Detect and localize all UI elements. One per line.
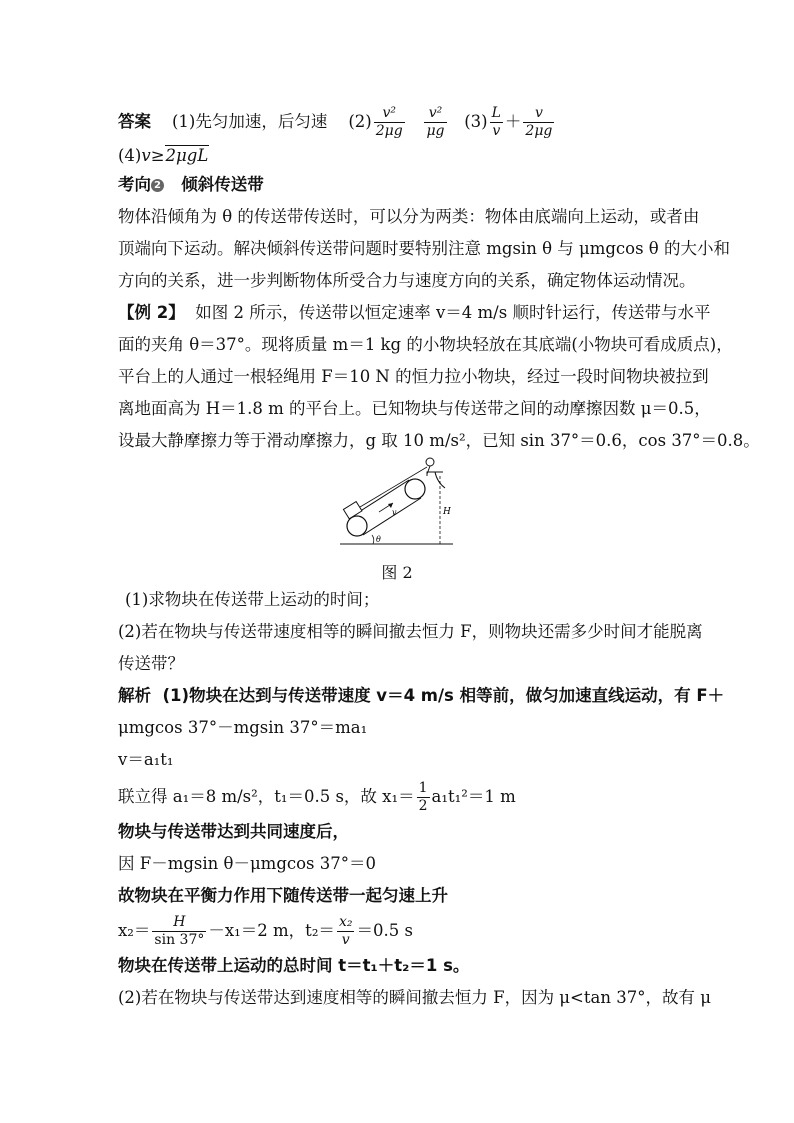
top-pulley [405, 479, 425, 499]
example-label: 【例 2】 [118, 303, 185, 322]
solution-line-1: 解析 (1)物块在达到与传送带速度 v＝4 m/s 相等前，做匀加速直线运动，有 F＋ [118, 686, 725, 705]
figure-caption: 图 2 [381, 563, 413, 582]
intro-line-1: 物体沿倾角为 θ 的传送带传送时，可以分为两类：物体由底端向上运动，或者由 [118, 207, 700, 226]
answer-label: 答案 [118, 112, 151, 131]
example-line-3: 平台上的人通过一根轻绳用 F＝10 N 的恒力拉小物块，经过一段时间物块被拉到 [118, 367, 709, 386]
person-arm [427, 466, 430, 474]
platform [427, 472, 445, 488]
example-line-4: 离地面高为 H＝1.8 m 的平台上。已知物块与传送带之间的动摩擦因数 μ＝0.5， [118, 399, 711, 418]
section-title: 倾斜传送带 [181, 175, 264, 194]
solution-line-4: 联立得 a₁＝8 m/s²，t₁＝0.5 s，故 x₁＝ $\frac{1}{2}$ a₁t₁²＝1 m [118, 780, 516, 814]
section-heading [118, 175, 264, 195]
person-head [426, 458, 434, 466]
fraction-H-over-sin37: $\frac{H}{\sin 37^\circ}$ [154, 914, 205, 948]
theta-arc [372, 535, 374, 544]
figure-label-v: v [392, 508, 397, 517]
solution-line-9: 物块在传送带上运动的总时间 t＝t₁＋t₂＝1 s。 [118, 956, 470, 975]
answer-line: 答案 (1)先匀加速，后匀速 (2) $\frac{\text{v²}}{2\mu g}$ $\frac{\text{v²}}{\mu g}$ (3) $\frac{L}{v}$ ＋ $\frac{v}{2\mu g}$ [118, 105, 553, 139]
section-label: 考向 [118, 175, 151, 194]
solution-line-5: 物块与传送带达到共同速度后， [118, 822, 349, 841]
solution-line-10: (2)若在物块与传送带达到速度相等的瞬间撤去恒力 F，因为 μ<tan 37°，故有 μ [118, 988, 711, 1007]
answer-part2-prefix: (2) [348, 112, 372, 131]
answer-part4: (4)v≥2μgL [118, 146, 209, 165]
conveyor-belt-figure [335, 452, 460, 547]
example-line-5: 设最大静摩擦力等于滑动摩擦力，g 取 10 m/s²，已知 sin 37°＝0.6，cos 37°＝0.8。 [118, 431, 760, 450]
solution-line-8: x₂＝ $\frac{H}{\sin 37^\circ}$ －x₁＝2 m，t₂＝ $\frac{\text{x₂}}{v}$ ＝0.5 s [118, 914, 413, 948]
figure-label-theta: θ [376, 535, 381, 544]
answer-part3-prefix: (3) [464, 112, 488, 131]
question-2-line-2: 传送带？ [118, 654, 184, 673]
number-2-badge-icon: 2 [151, 179, 164, 192]
sqrt-2ugL: 2μgL [165, 146, 209, 165]
fraction-one-half: $\frac{1}{2}$ [418, 780, 428, 814]
intro-line-3: 方向的关系，进一步判断物体所受合力与速度方向的关系，确定物体运动情况。 [118, 271, 696, 290]
fraction-L-over-v: $\frac{L}{v}$ [491, 105, 501, 139]
solution-line-3: v＝a₁t₁ [118, 750, 174, 769]
solution-line-6: 因 F－mgsin θ－μmgcos 37°＝0 [118, 854, 377, 873]
example-line-2: 面的夹角 θ＝37°。现将质量 m＝1 kg 的小物块轻放在其底端(小物块可看成质点)， [118, 335, 733, 354]
fraction-v2-over-2ug: $\frac{\text{v²}}{2\mu g}$ [375, 105, 403, 139]
example-line-1: 【例 2】 如图 2 所示，传送带以恒定速率 v＝4 m/s 顺时针运行，传送带与水平 [118, 303, 711, 322]
question-1: (1)求物块在传送带上运动的时间； [125, 590, 380, 609]
fraction-v2-over-ug: $\frac{\text{v²}}{\mu g}$ [426, 105, 445, 139]
bottom-pulley [347, 516, 367, 536]
question-2-line-1: (2)若在物块与传送带速度相等的瞬间撤去恒力 F，则物块还需多少时间才能脱离 [118, 622, 703, 641]
intro-line-2: 顶端向下运动。解决倾斜传送带问题时要特别注意 mgsin θ 与 μmgcos θ 的大小和 [118, 239, 730, 258]
solution-line-2: μmgcos 37°－mgsin 37°＝ma₁ [118, 718, 368, 737]
figure-label-H: H [443, 507, 451, 517]
answer-part1: (1)先匀加速，后匀速 [171, 112, 328, 131]
solution-line-7: 故物块在平衡力作用下随传送带一起匀速上升 [118, 886, 448, 905]
fraction-x2-over-v: $\frac{\text{x₂}}{v}$ [338, 914, 353, 948]
fraction-v-over-2ug: $\frac{v}{2\mu g}$ [525, 105, 553, 139]
solution-label: 解析 [118, 686, 151, 705]
